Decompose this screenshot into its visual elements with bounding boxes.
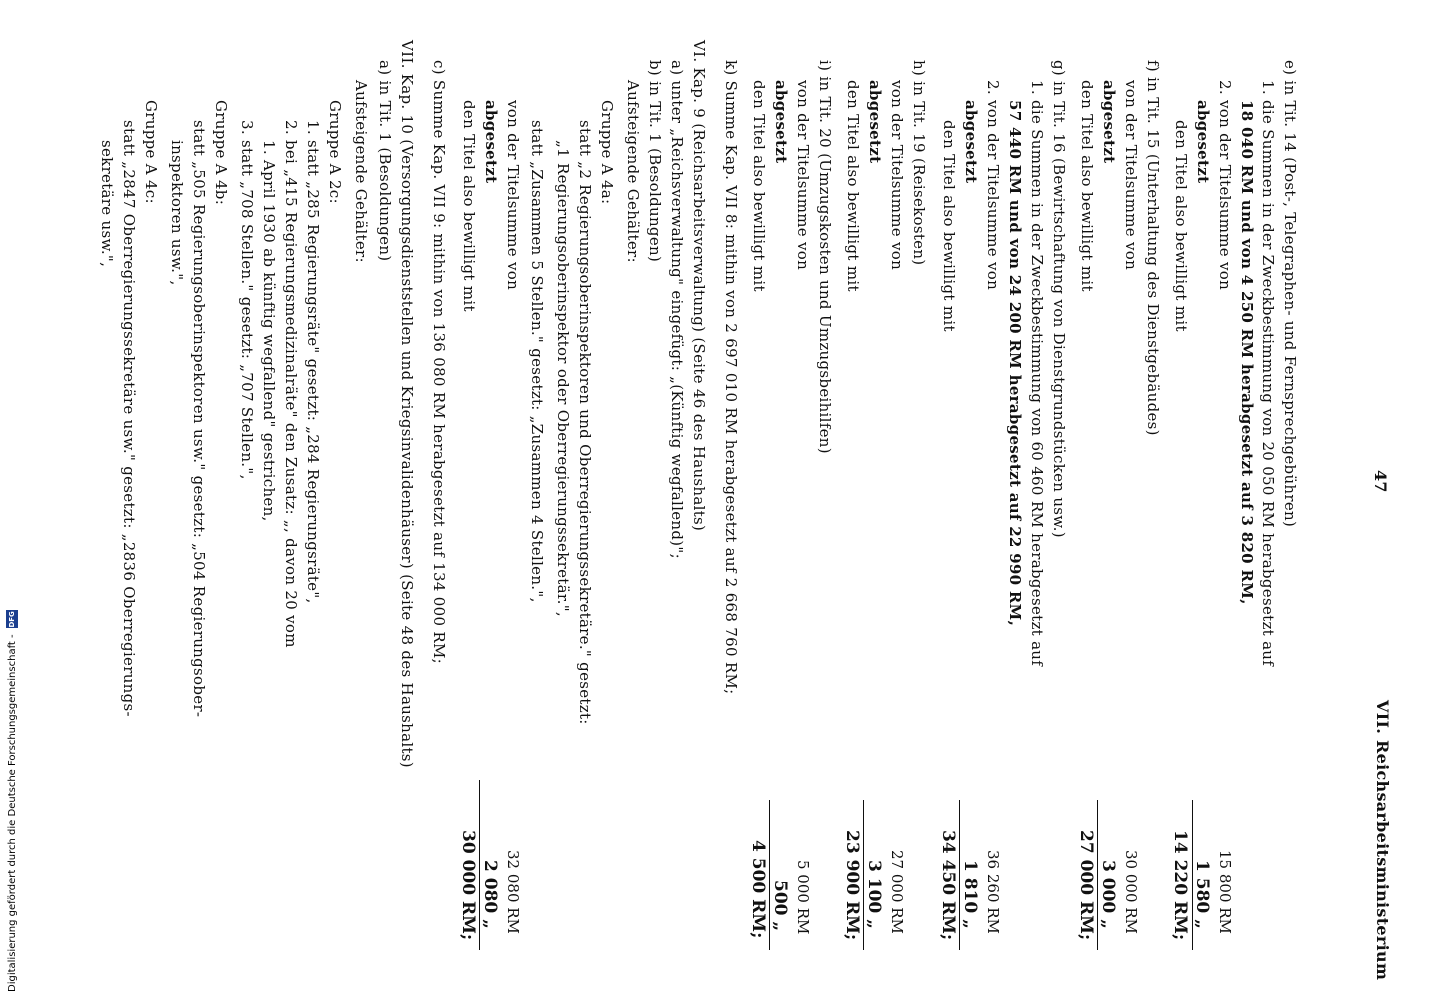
text-line: 2. bei „415 Regierungsmedizinalräte" den Zusatz: „, davon 20 vom xyxy=(282,120,300,648)
sum-rule xyxy=(1097,800,1098,950)
sum-rule xyxy=(1192,800,1193,950)
text-line: g) in Tit. 16 (Bewirtschaftung von Dienstgrundstücken usw.) xyxy=(1050,60,1068,538)
text-line: 1. statt „285 Regierungsräte" gesetzt: „284 Regierungsräte", xyxy=(304,120,322,604)
amount: 3 100 „ xyxy=(864,860,884,929)
sum-rule xyxy=(863,800,864,950)
text-line: abgesetzt xyxy=(962,100,980,184)
amount: 5 000 RM xyxy=(794,860,812,935)
text-line: h) in Tit. 19 (Reisekosten) xyxy=(910,60,928,266)
text-line: 57 440 RM und von 24 200 RM herabgesetzt auf 22 990 RM, xyxy=(1006,100,1024,627)
amount: 14 220 RM; xyxy=(1170,830,1190,941)
amount: 30 000 RM xyxy=(1122,850,1140,934)
sum-rule xyxy=(959,800,960,950)
text-line: 1. die Summen in der Zweckbestimmung von 60 460 RM herabgesetzt auf xyxy=(1028,80,1046,667)
text-line: von der Titelsumme von xyxy=(794,80,812,271)
text-line: a) unter „Reichsverwaltung" eingefügt: „(Künftig wegfallend)"; xyxy=(668,60,686,559)
text-line: sekretäre usw.", xyxy=(98,140,116,268)
text-line: abgesetzt xyxy=(1194,100,1212,184)
amount: 34 450 RM; xyxy=(938,830,958,941)
text-line: Gruppe A 4a: xyxy=(598,100,616,205)
text-line: abgesetzt xyxy=(1100,80,1118,164)
ministry-heading: VII. Reichsarbeitsministerium xyxy=(1373,700,1392,981)
amount: 27 000 RM xyxy=(888,850,906,934)
text-line: 2. von der Titelsumme von xyxy=(1216,80,1234,291)
amount: 32 080 RM xyxy=(504,850,522,934)
sum-rule xyxy=(479,780,480,950)
text-line: 3. statt „708 Stellen." gesetzt: „707 Stellen.", xyxy=(238,120,256,480)
text-line: den Titel also bewilligt mit xyxy=(1078,80,1096,292)
amount: 2 080 „ xyxy=(480,860,500,929)
text-line: f) in Tit. 15 (Unterhaltung des Dienstgebäudes) xyxy=(1144,60,1162,436)
text-line: den Titel also bewilligt mit xyxy=(940,120,958,332)
amount: 1 810 „ xyxy=(960,860,980,929)
text-line: „1 Regierungsoberinspektor oder Oberregierungssekretär.", xyxy=(554,140,572,617)
text-line: von der Titelsumme von xyxy=(504,100,522,291)
amount: 3 000 „ xyxy=(1098,860,1118,929)
text-line: statt „Zusammen 5 Stellen." gesetzt: „Zusammen 4 Stellen.", xyxy=(528,120,546,603)
text-line: abgesetzt xyxy=(772,80,790,164)
amount: 500 „ xyxy=(770,880,790,932)
text-line: a) in Tit. 1 (Besoldungen) xyxy=(376,60,394,262)
digitization-footer xyxy=(2,0,22,992)
text-line: 1. April 1930 ab künftig wegfallend" gestrichen, xyxy=(260,140,278,522)
text-line: b) in Tit. 1 (Besoldungen) xyxy=(646,60,664,263)
text-line: den Titel also bewilligt mit xyxy=(1172,120,1190,332)
text-line: den Titel also bewilligt mit xyxy=(844,80,862,292)
text-line: abgesetzt xyxy=(482,100,500,184)
footer-text: Digitalisierung gefördert durch die Deutsche Forschungsgemeinschaft - xyxy=(6,634,18,992)
page-number: 47 xyxy=(1371,470,1390,493)
text-line: 1. die Summen in der Zweckbestimmung von 20 050 RM herabgesetzt auf xyxy=(1259,80,1277,667)
amount: 4 500 RM; xyxy=(748,840,768,939)
text-line: Aufsteigende Gehälter: xyxy=(624,80,642,263)
amount: 36 260 RM xyxy=(984,850,1002,934)
text-line: statt „505 Regierungsoberinspektoren usw." gesetzt: „504 Regierungsober- xyxy=(190,120,208,718)
text-line: 2. von der Titelsumme von xyxy=(984,80,1002,291)
text-line: abgesetzt xyxy=(866,80,884,164)
text-line: statt „2 Regierungsoberinspektoren und Oberregierungssekretäre." gesetzt: xyxy=(576,120,594,725)
text-line: von der Titelsumme von xyxy=(1122,80,1140,271)
text-line: Aufsteigende Gehälter: xyxy=(352,80,370,263)
text-line: k) Summe Kap. VII 8: mithin von 2 697 010 RM herabgesetzt auf 2 668 760 RM; xyxy=(722,60,740,695)
sum-rule xyxy=(769,800,770,950)
text-line: statt „2847 Oberregierungssekretäre usw." gesetzt: „2836 Oberregierungs- xyxy=(120,120,138,717)
amount: 23 900 RM; xyxy=(842,830,862,941)
text-line: i) in Tit. 20 (Umzugskosten und Umzugsbeihilfen) xyxy=(816,60,834,454)
text-line: e) in Tit. 14 (Post-, Telegraphen- und Fernsprechgebühren) xyxy=(1281,60,1299,528)
text-line: c) Summe Kap. VII 9: mithin von 136 080 RM herabgesetzt auf 134 000 RM; xyxy=(430,60,448,664)
text-line: den Titel also bewilligt mit xyxy=(460,100,478,312)
text-line: VI. Kap. 9 (Reichsarbeitsverwaltung) (Seite 46 des Haushalts) xyxy=(690,40,708,532)
text-line: inspektoren usw.", xyxy=(168,140,186,286)
text-line: Gruppe A 4c: xyxy=(142,100,160,204)
dfg-logo-icon: DFG xyxy=(8,611,16,628)
amount: 15 800 RM xyxy=(1216,850,1234,934)
amount: 30 000 RM; xyxy=(458,830,478,941)
text-line: Gruppe A 4b: xyxy=(212,100,230,206)
text-line: von der Titelsumme von xyxy=(888,80,906,271)
text-line: den Titel also bewilligt mit xyxy=(750,80,768,292)
text-line: VII. Kap. 10 (Versorgungsdienststellen und Kriegsinvalidenhäuser) (Seite 48 des Haushalts) xyxy=(398,40,416,768)
text-line: Gruppe A 2c: xyxy=(326,100,344,204)
amount: 1 580 „ xyxy=(1192,860,1212,929)
amount: 27 000 RM; xyxy=(1076,830,1096,941)
text-line: 18 040 RM und von 4 250 RM herabgesetzt auf 3 820 RM, xyxy=(1238,100,1256,605)
